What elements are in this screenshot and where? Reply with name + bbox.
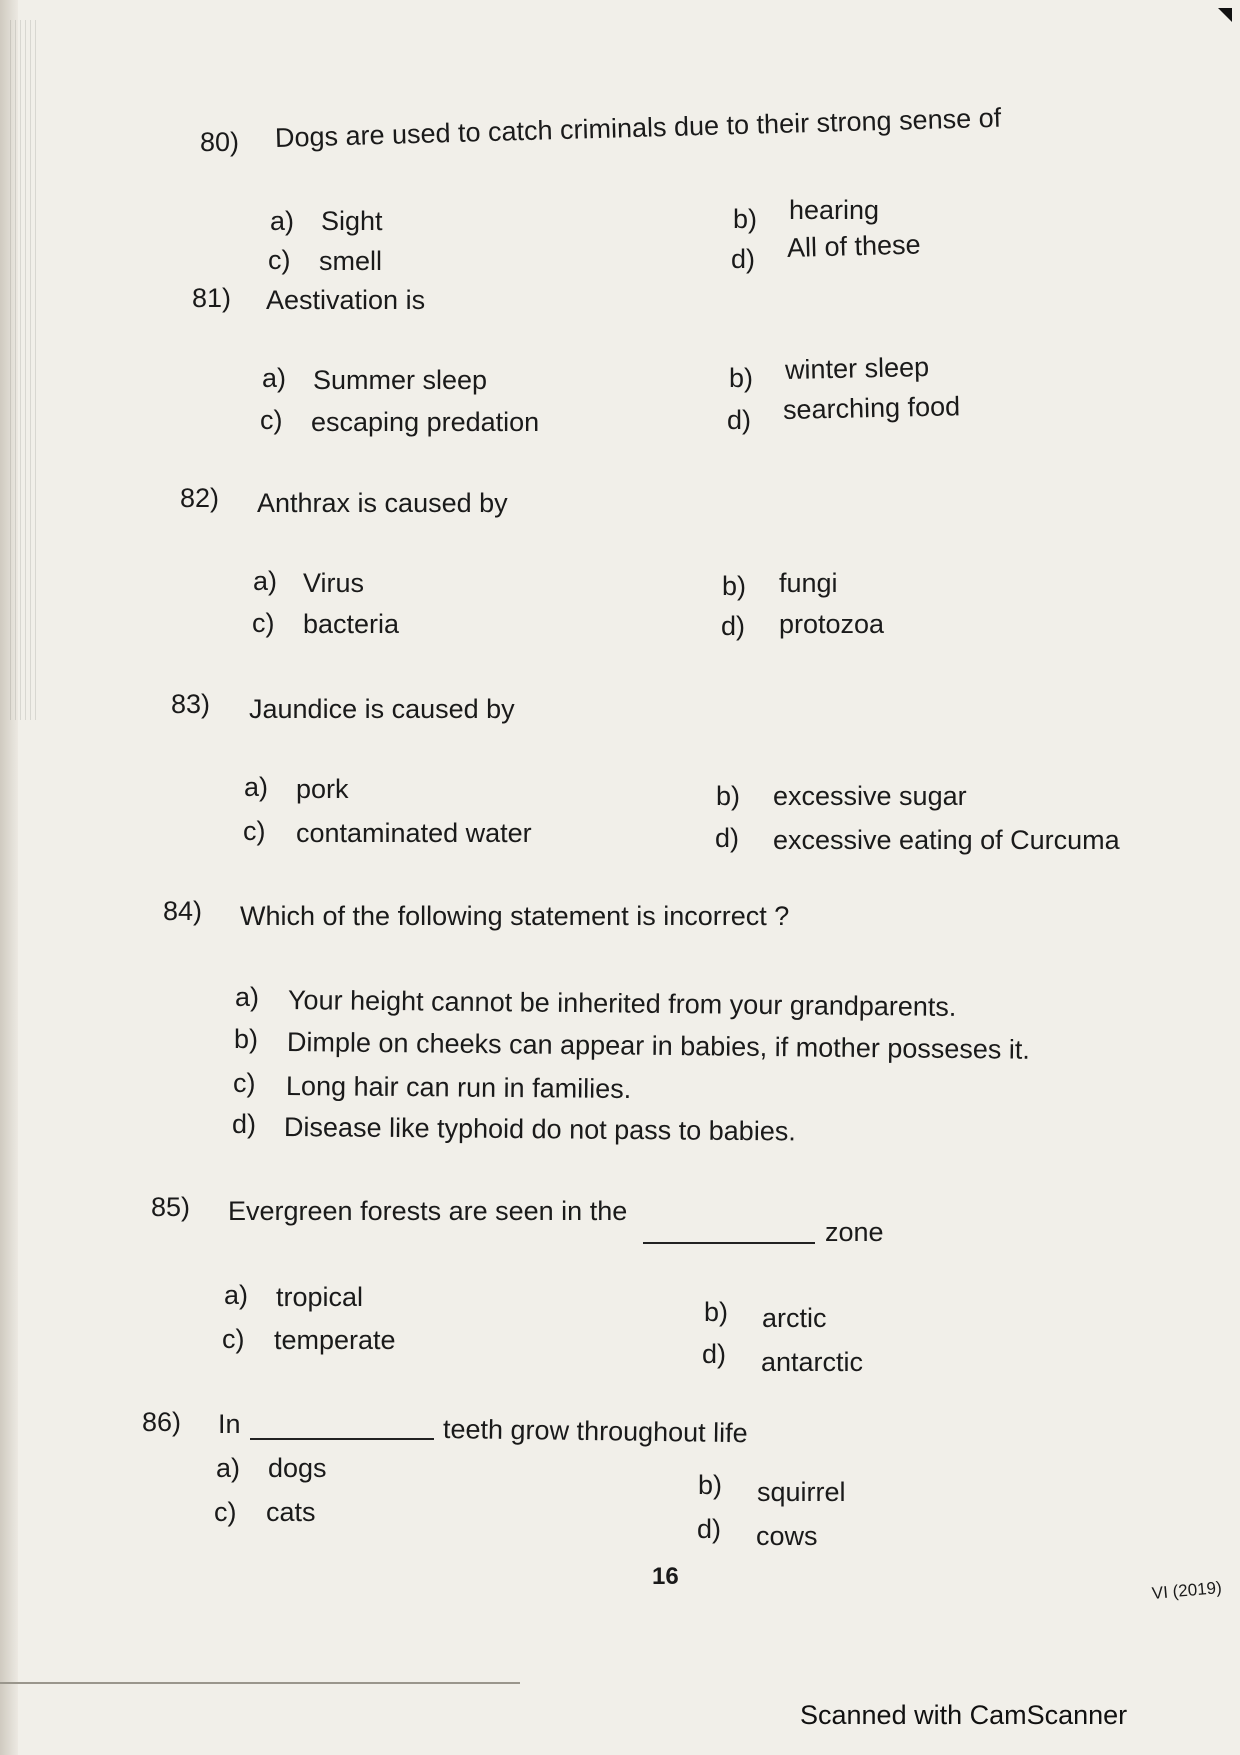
option-text: Summer sleep: [313, 365, 488, 395]
option-label: d): [731, 244, 756, 274]
option-label: a): [235, 982, 260, 1012]
option-label: a): [216, 1453, 241, 1483]
option-text: contaminated water: [296, 818, 532, 848]
option-label: d): [727, 405, 752, 435]
option-label: b): [722, 571, 747, 601]
option-text: cats: [266, 1497, 316, 1527]
option-text: fungi: [779, 568, 838, 598]
option-label: a): [253, 566, 278, 596]
question-number: 82): [180, 483, 220, 513]
option-text: Virus: [303, 568, 365, 598]
option-text: antarctic: [761, 1347, 864, 1377]
option-label: c): [233, 1068, 256, 1098]
option-text: excessive sugar: [773, 781, 967, 811]
option-text: excessive eating of Curcuma: [773, 825, 1120, 855]
answer-blank: [643, 1220, 815, 1244]
option-text: Long hair can run in families.: [285, 1071, 632, 1105]
option-text: temperate: [274, 1325, 396, 1355]
option-label: c): [268, 245, 291, 275]
option-label: a): [244, 772, 269, 802]
option-text: protozoa: [779, 609, 885, 639]
option-text: Dimple on cheeks can appear in babies, if mother posseses it.: [286, 1027, 1031, 1065]
option-text: Sight: [321, 206, 383, 236]
option-label: c): [222, 1324, 245, 1354]
option-text: dogs: [268, 1453, 327, 1483]
option-text: escaping predation: [311, 407, 540, 437]
option-text: cows: [756, 1521, 818, 1551]
bottom-rule: [0, 1682, 520, 1684]
option-label: b): [234, 1024, 259, 1054]
question-number: 86): [142, 1407, 182, 1437]
question-text: Aestivation is: [266, 285, 426, 315]
option-label: b): [729, 363, 754, 393]
option-label: c): [214, 1497, 237, 1527]
option-text: bacteria: [303, 609, 400, 639]
option-label: d): [715, 823, 740, 853]
option-text: smell: [319, 246, 383, 276]
option-label: d): [697, 1514, 722, 1544]
option-text: squirrel: [757, 1477, 846, 1507]
option-text: arctic: [762, 1303, 827, 1333]
option-text: winter sleep: [784, 351, 930, 385]
option-label: b): [716, 781, 741, 811]
option-label: a): [224, 1280, 249, 1310]
question-text-before-blank: Evergreen forests are seen in the: [228, 1196, 628, 1226]
question-text-after-blank: teeth grow throughout life: [442, 1414, 748, 1449]
question-text: Anthrax is caused by: [257, 488, 508, 518]
question-text: Jaundice is caused by: [249, 694, 515, 724]
option-text: All of these: [786, 229, 921, 263]
option-text: pork: [296, 774, 349, 804]
scanner-watermark: Scanned with CamScanner: [800, 1700, 1128, 1730]
corner-mark: [1218, 8, 1232, 22]
question-number: 85): [151, 1192, 191, 1222]
question-text-before-blank: In: [218, 1409, 241, 1439]
option-label: d): [702, 1339, 727, 1369]
binding-lines: [10, 20, 38, 720]
option-label: b): [698, 1470, 723, 1500]
question-number: 84): [163, 896, 203, 926]
option-text: searching food: [782, 391, 961, 425]
option-text: tropical: [276, 1282, 364, 1312]
question-number: 83): [171, 689, 211, 719]
option-label: d): [232, 1109, 257, 1139]
option-text: hearing: [789, 195, 880, 225]
question-text: Dogs are used to catch criminals due to their strong sense of: [274, 102, 1002, 153]
option-label: a): [262, 363, 287, 393]
paper-code: VI (2019): [1151, 1577, 1223, 1603]
option-label: b): [704, 1297, 729, 1327]
option-label: c): [252, 608, 275, 638]
option-text: Your height cannot be inherited from your grandparents.: [287, 985, 957, 1022]
page-number: 16: [652, 1563, 679, 1590]
option-text: Disease like typhoid do not pass to babies.: [283, 1112, 796, 1147]
answer-blank: [250, 1416, 434, 1440]
question-text: Which of the following statement is incorrect ?: [240, 901, 790, 931]
option-label: d): [721, 611, 746, 641]
option-label: c): [260, 405, 283, 435]
option-label: b): [733, 204, 758, 234]
question-text-after-blank: zone: [825, 1217, 884, 1247]
option-label: c): [243, 816, 266, 846]
question-number: 81): [192, 283, 232, 313]
option-label: a): [270, 206, 295, 236]
question-number: 80): [200, 127, 240, 157]
